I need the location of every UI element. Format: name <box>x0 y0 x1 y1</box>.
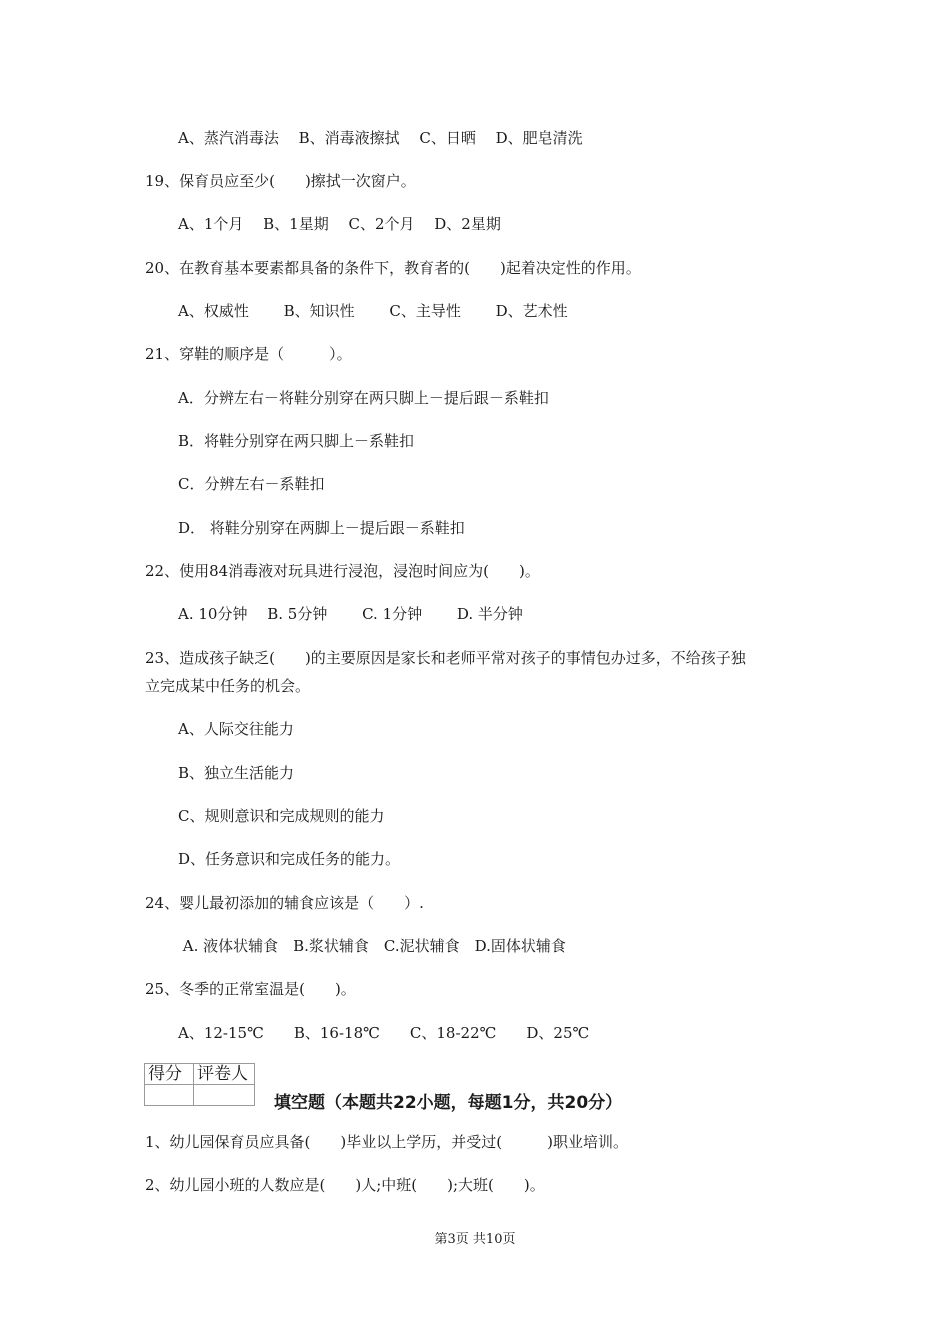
question-23-line2: 立完成某中任务的机会。 <box>145 677 311 695</box>
q20-options: A、权威性 B、知识性 C、主导性 D、艺术性 <box>178 302 568 320</box>
question-22: 22、使用84消毒液对玩具进行浸泡，浸泡时间应为( )。 <box>145 562 540 580</box>
grader-cell <box>194 1085 255 1106</box>
q23-option-b: B、独立生活能力 <box>178 764 295 782</box>
fill-question-2: 2、幼儿园小班的人数应是( )人;中班( );大班( )。 <box>145 1176 545 1194</box>
question-24: 24、婴儿最初添加的辅食应该是（ ）. <box>145 894 424 912</box>
question-19: 19、保育员应至少( )擦拭一次窗户。 <box>145 172 416 190</box>
fill-question-1: 1、幼儿园保育员应具备( )毕业以上学历，并受过( )职业培训。 <box>145 1133 628 1151</box>
q23-option-d: D、任务意识和完成任务的能力。 <box>178 850 401 868</box>
question-25: 25、冬季的正常室温是( )。 <box>145 980 356 998</box>
q21-option-c: C．分辨左右－系鞋扣 <box>178 475 325 493</box>
q21-option-d: D． 将鞋分别穿在两脚上－提后跟－系鞋扣 <box>178 519 465 537</box>
q21-option-a: A．分辨左右－将鞋分别穿在两只脚上－提后跟－系鞋扣 <box>178 389 549 407</box>
score-table <box>144 1063 255 1106</box>
question-20: 20、在教育基本要素都具备的条件下，教育者的( )起着决定性的作用。 <box>145 259 641 277</box>
q23-option-a: A、人际交往能力 <box>178 720 294 738</box>
page-footer: 第3页 共10页 <box>434 1232 516 1247</box>
q18-options: A、蒸汽消毒法 B、消毒液擦拭 C、日晒 D、肥皂清洗 <box>178 129 583 147</box>
q22-options: A. 10分钟 B. 5分钟 C. 1分钟 D. 半分钟 <box>178 605 523 623</box>
q21-option-b: B．将鞋分别穿在两只脚上－系鞋扣 <box>178 432 415 450</box>
q19-options: A、1个月 B、1星期 C、2个月 D、2星期 <box>178 215 501 233</box>
question-23-line1: 23、造成孩子缺乏( )的主要原因是家长和老师平常对孩子的事情包办过多，不给孩子独 <box>145 649 746 667</box>
q25-options: A、12-15℃ B、16-18℃ C、18-22℃ D、25℃ <box>178 1024 590 1042</box>
grader-header: 评卷人 <box>194 1064 255 1085</box>
section-title: 填空题（本题共22小题，每题1分，共20分） <box>274 1093 623 1113</box>
q24-options: A. 液体状辅食 B.浆状辅食 C.泥状辅食 D.固体状辅食 <box>178 937 566 955</box>
score-header: 得分 <box>145 1064 194 1085</box>
score-cell <box>145 1085 194 1106</box>
question-21: 21、穿鞋的顺序是（ ）。 <box>145 345 352 363</box>
q23-option-c: C、规则意识和完成规则的能力 <box>178 807 385 825</box>
